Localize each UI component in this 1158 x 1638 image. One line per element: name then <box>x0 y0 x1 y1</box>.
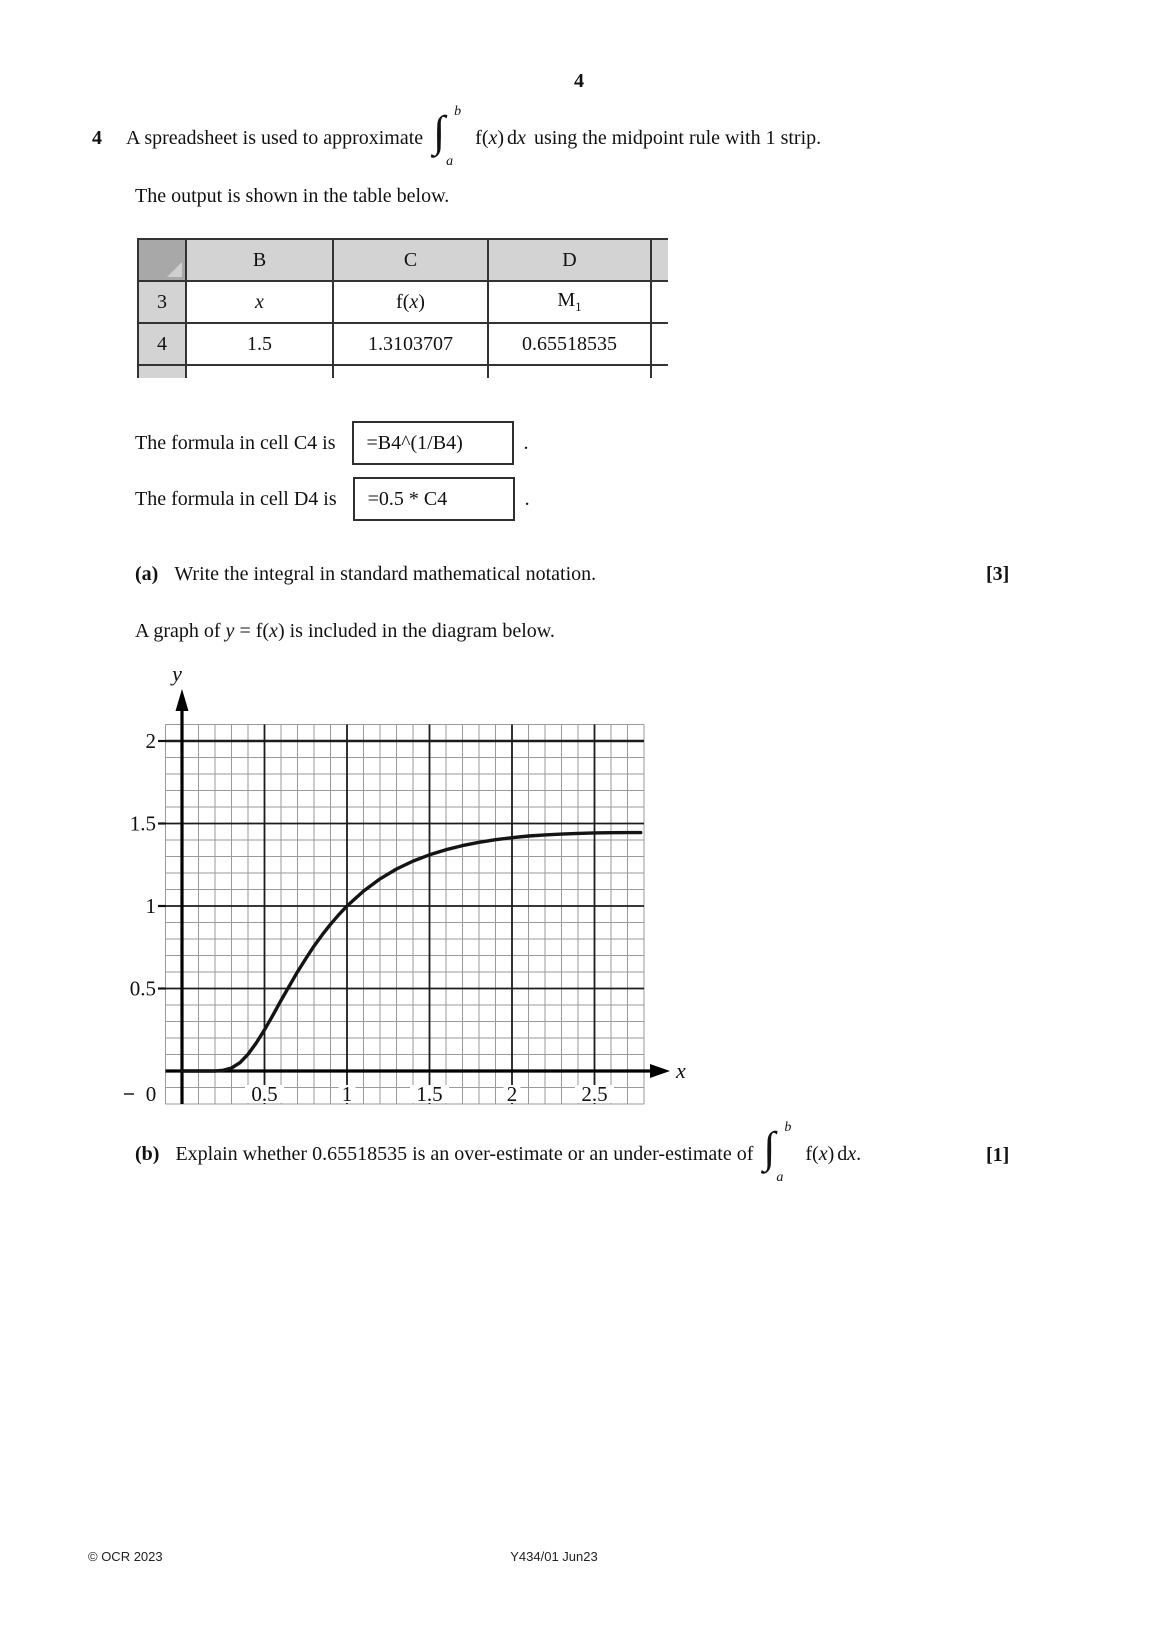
part-a-text: Write the integral in standard mathematical notation. <box>174 563 597 585</box>
y-tick-label: 0.5 <box>129 976 156 1001</box>
caption-pre: A graph of <box>135 620 221 642</box>
part-b-line <box>135 1122 861 1186</box>
graph-caption <box>135 620 555 643</box>
x-axis-arrow <box>650 1064 670 1078</box>
row-header: 4 <box>138 323 186 365</box>
caption-y: y <box>225 620 235 642</box>
question-intro-line <box>92 106 821 170</box>
y-axis-arrow <box>176 689 189 711</box>
part-b-text: Explain whether 0.65518535 is an over-estimate or an under-estimate of <box>175 1142 754 1165</box>
integral-symbol-b <box>763 1122 797 1186</box>
spreadsheet-grid <box>137 238 668 378</box>
grid-major <box>166 725 645 1105</box>
integrand-x: x <box>488 126 498 149</box>
formula-d4-period: . <box>524 487 530 510</box>
integral-sign: ∫ <box>763 1123 776 1172</box>
integrand <box>475 127 526 150</box>
column-header: C <box>333 239 488 281</box>
formula-line-c4 <box>135 421 529 465</box>
table-cell: x <box>186 281 333 323</box>
integral-upper-limit: b <box>454 104 462 119</box>
part-b-period: . <box>856 1142 862 1165</box>
y-tick-label: 1.5 <box>129 811 156 836</box>
y-tick-label: 1 <box>145 894 156 918</box>
output-line: The output is shown in the table below. <box>135 185 450 207</box>
corner-triangle-icon <box>167 262 182 277</box>
table-corner-cell <box>138 239 186 281</box>
integrand-f: f( <box>475 126 489 149</box>
formula-c4-period: . <box>523 431 529 454</box>
formula-d4-label: The formula in cell D4 is <box>135 487 337 510</box>
integral-symbol <box>433 106 467 170</box>
x-tick-label: 0.5 <box>251 1082 278 1106</box>
caption-eq: = f( <box>239 620 270 642</box>
table-cell: 1.5 <box>186 323 333 365</box>
integral-lower-limit: a <box>776 1170 784 1185</box>
table-cell: 0.65518535 <box>488 323 651 365</box>
part-b-mark: [1] <box>986 1144 1010 1166</box>
tick-labels <box>124 661 686 1106</box>
question-intro-pre: A spreadsheet is used to approximate <box>126 126 424 149</box>
integrand-f: f( <box>805 1142 819 1165</box>
partial-row <box>138 365 668 378</box>
y-tick-label: 2 <box>145 729 156 753</box>
table-row <box>138 323 668 365</box>
integrand-d: d <box>837 1142 848 1165</box>
integrand-dx: x <box>517 126 526 149</box>
integrand-x: x <box>818 1142 828 1165</box>
part-a-line <box>135 563 596 586</box>
column-header: D <box>488 239 651 281</box>
x-tick-label: 2.5 <box>581 1082 608 1106</box>
table-cell <box>651 323 668 365</box>
formula-c4-label: The formula in cell C4 is <box>135 431 336 454</box>
integrand-b <box>805 1143 856 1166</box>
page-number: 4 <box>574 70 584 92</box>
function-graph <box>118 645 698 1125</box>
question-intro-post: using the midpoint rule with 1 strip. <box>533 126 822 149</box>
integrand-close: ) <box>497 126 505 149</box>
table-cell: f(x) <box>333 281 488 323</box>
origin-label: 0 <box>145 1082 157 1106</box>
table-cell: 1.3103707 <box>333 323 488 365</box>
footer-paper-code: Y434/01 Jun23 <box>510 1549 598 1564</box>
question-number: 4 <box>92 126 102 149</box>
formula-line-d4 <box>135 477 530 521</box>
part-b-tag: (b) <box>135 1142 160 1165</box>
footer-copyright: © OCR 2023 <box>88 1549 163 1564</box>
y-axis-label: y <box>172 661 182 686</box>
part-a-tag: (a) <box>135 563 159 585</box>
integrand-close: ) <box>827 1142 835 1165</box>
grid-minor <box>166 725 645 1105</box>
formula-d4-box: =0.5 * C4 <box>353 477 515 521</box>
integral-sign: ∫ <box>433 107 446 156</box>
caption-x: x <box>269 620 278 642</box>
row-header: 3 <box>138 281 186 323</box>
column-header: B <box>186 239 333 281</box>
function-curve <box>182 833 641 1071</box>
table-cell: $M_1$ <box>488 281 651 323</box>
curve <box>182 833 641 1071</box>
x-tick-label: 2 <box>506 1082 518 1106</box>
spreadsheet-table <box>137 238 668 378</box>
part-a-mark: [3] <box>986 563 1010 585</box>
column-header <box>651 239 668 281</box>
table-row <box>138 281 668 323</box>
formula-c4-box: =B4^(1/B4) <box>352 421 514 465</box>
x-axis-label: x <box>676 1058 686 1083</box>
integral-upper-limit: b <box>784 1120 792 1135</box>
x-tick-label: 1 <box>341 1082 353 1106</box>
x-tick-label: 1.5 <box>416 1082 443 1106</box>
integral-lower-limit: a <box>446 154 454 169</box>
caption-post: ) is included in the diagram below. <box>277 620 555 642</box>
table-cell <box>651 281 668 323</box>
integrand-dx: x <box>847 1142 857 1165</box>
integrand-d: d <box>507 126 518 149</box>
